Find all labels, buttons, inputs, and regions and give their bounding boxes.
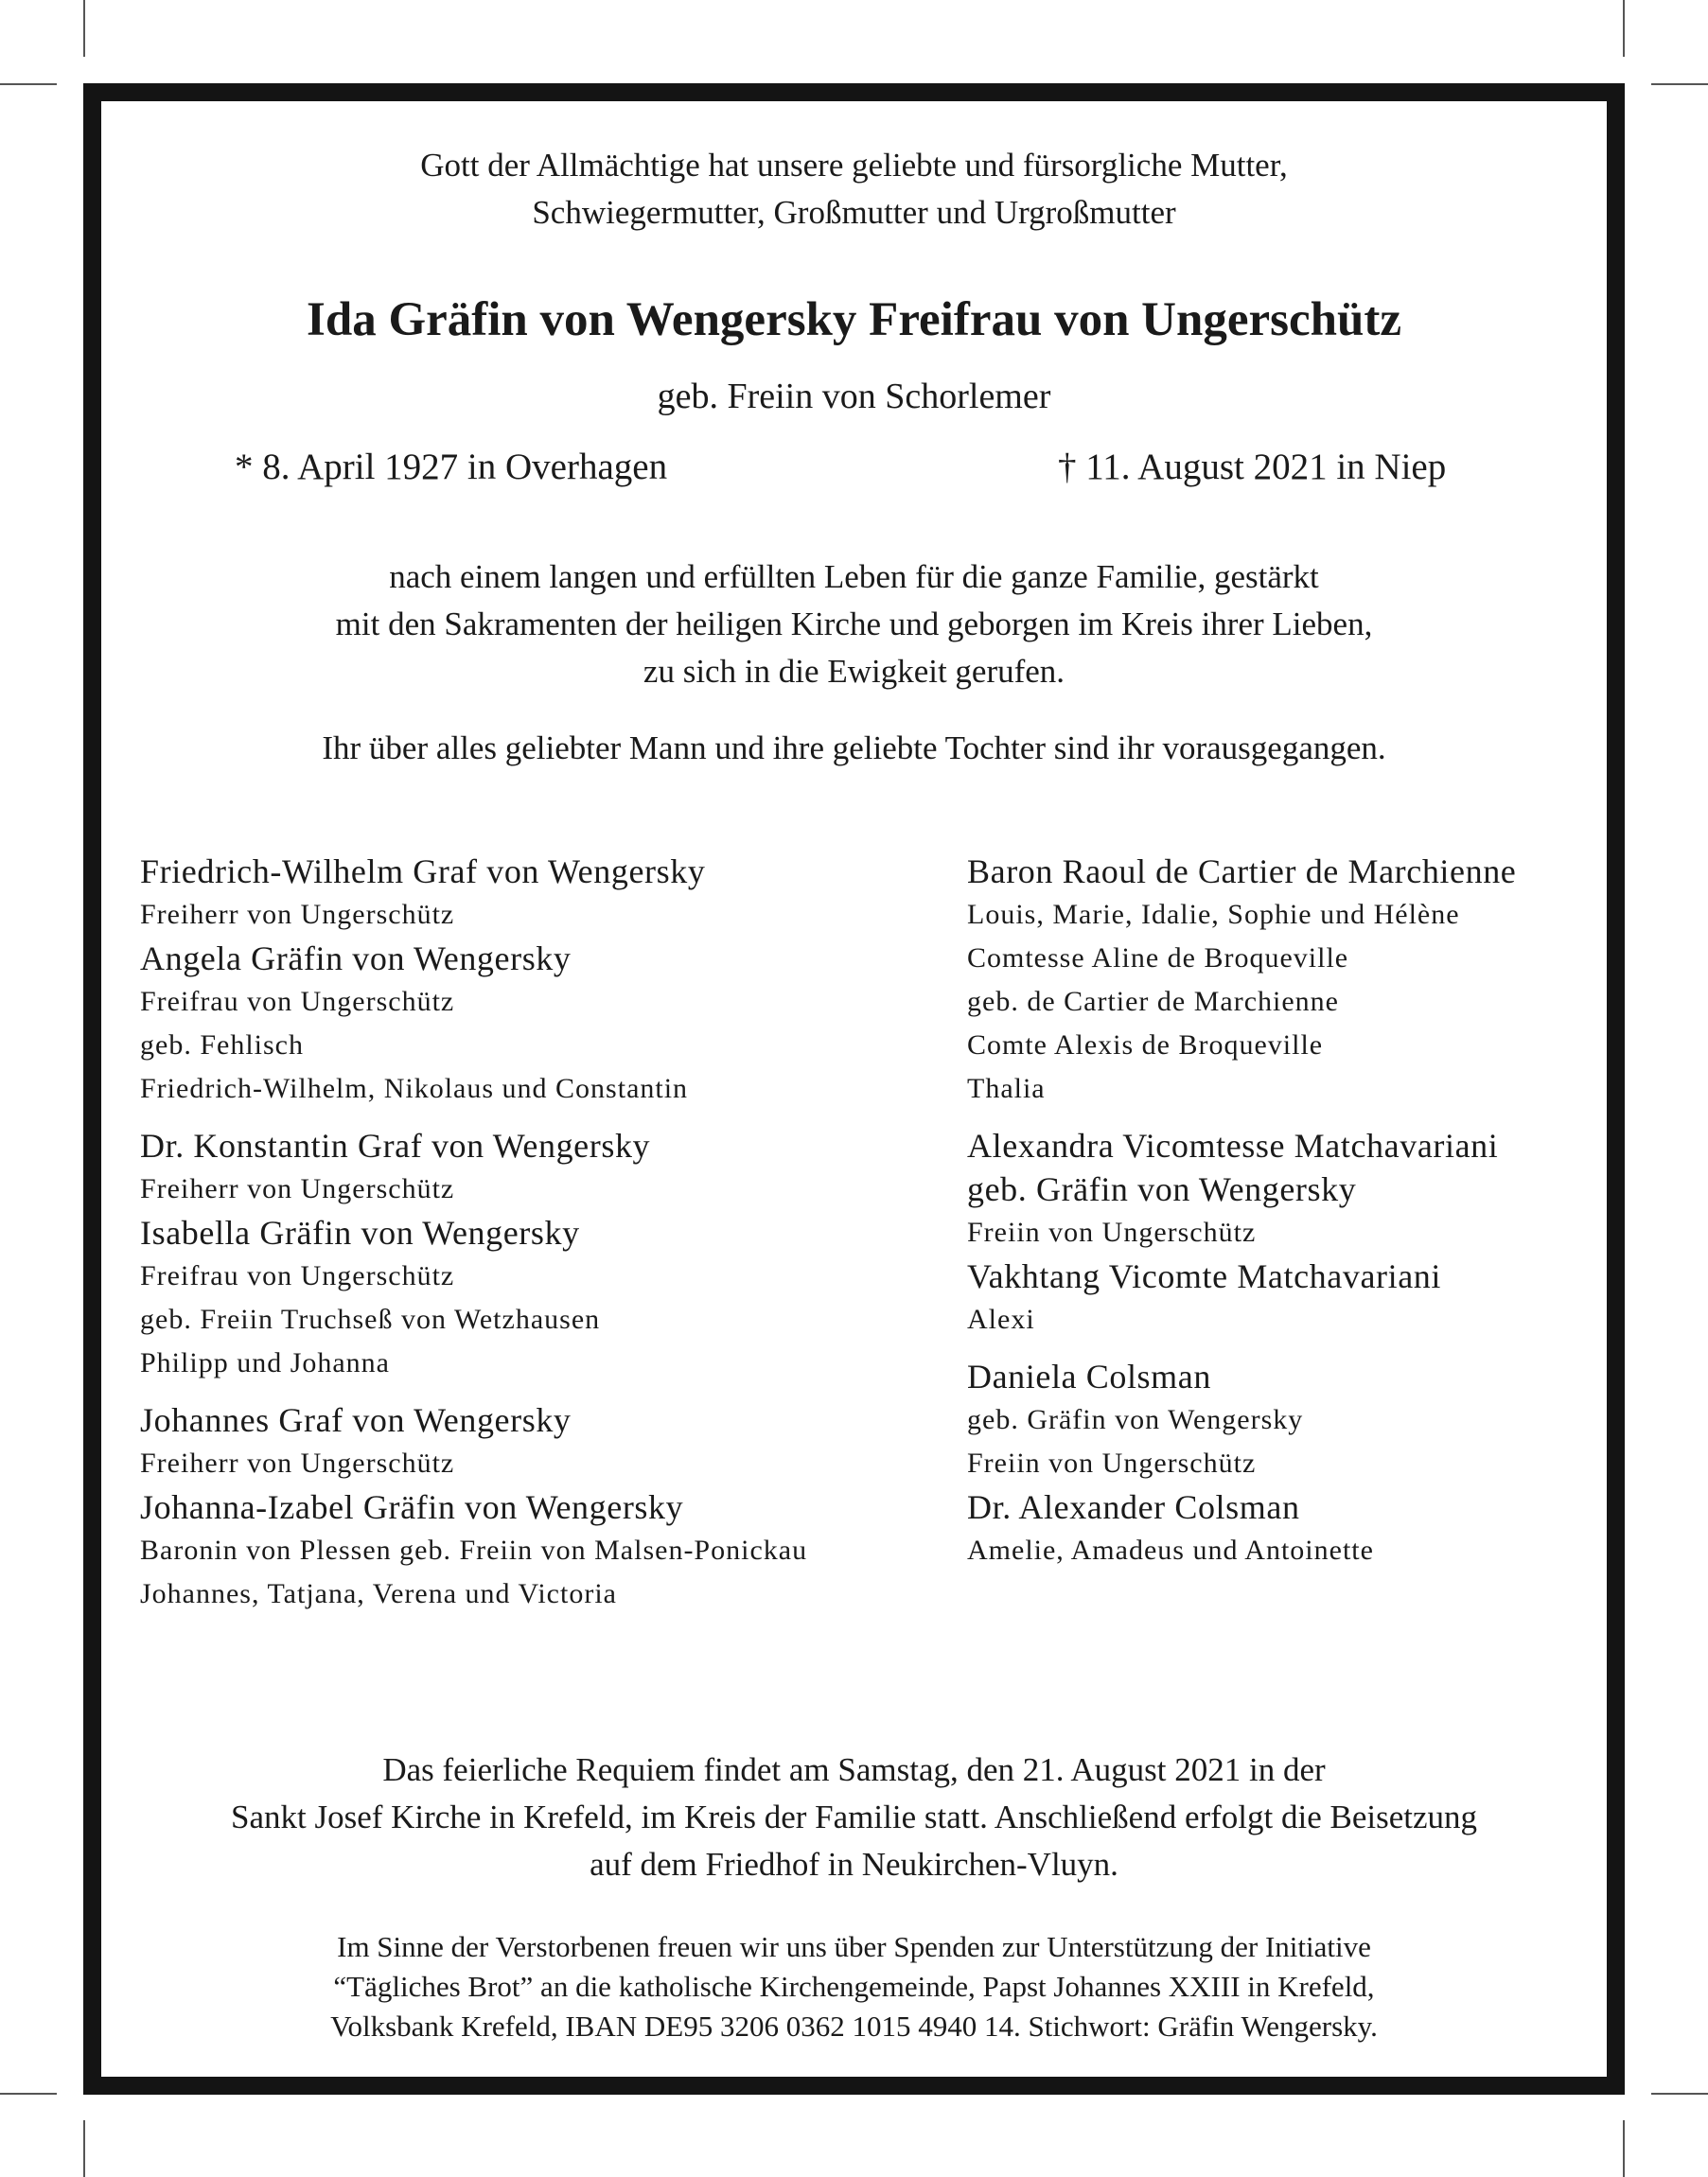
mourner-detail: Comtesse Aline de Broqueville	[967, 942, 1349, 974]
mourner-detail: Freiin von Ungerschütz	[967, 1217, 1257, 1248]
mourner-name: Angela Gräfin von Wengersky	[140, 939, 572, 977]
mourner-name: Vakhtang Vicomte Matchavariani	[967, 1257, 1442, 1295]
donation-line: Im Sinne der Verstorbenen freuen wir uns über Spenden zur Unterstützung der Initiative	[337, 1930, 1371, 1963]
crop-mark-bottom-right-vertical	[1623, 2120, 1625, 2177]
mourner-detail: Freiherr von Ungerschütz	[140, 899, 455, 930]
mourner-name: Dr. Konstantin Graf von Wengersky	[140, 1127, 651, 1165]
mourner-detail: Freiherr von Ungerschütz	[140, 1173, 455, 1204]
mourner-group	[967, 850, 1516, 1111]
mourner-detail: Freifrau von Ungerschütz	[140, 986, 455, 1017]
mourner-detail: Louis, Marie, Idalie, Sophie und Hélène	[967, 899, 1460, 930]
service-line: Sankt Josef Kirche in Krefeld, im Kreis der Familie statt. Anschließend erfolgt die Beisetzung	[230, 1799, 1478, 1835]
mourner-detail: Comte Alexis de Broqueville	[967, 1029, 1324, 1061]
mourner-group	[140, 1398, 807, 1616]
crop-mark-bottom-right-horizontal	[1651, 2093, 1708, 2095]
intro-text	[0, 142, 1708, 237]
mourner-detail: Johannes, Tatjana, Verena und Victoria	[140, 1578, 617, 1609]
mourner-detail: Friedrich-Wilhelm, Nikolaus und Constantin	[140, 1073, 689, 1104]
message-line: zu sich in die Ewigkeit gerufen.	[643, 653, 1065, 690]
crop-mark-bottom-left-vertical	[83, 2120, 85, 2177]
crop-mark-top-left-horizontal	[0, 83, 57, 85]
donation-text	[0, 1927, 1708, 2046]
mourner-name: Dr. Alexander Colsman	[967, 1488, 1300, 1526]
mourner-detail: Alexi	[967, 1304, 1035, 1335]
intro-line: Gott der Allmächtige hat unsere geliebte und fürsorgliche Mutter,	[420, 147, 1288, 184]
service-line: Das feierliche Requiem findet am Samstag, den 21. August 2021 in der	[382, 1751, 1326, 1788]
mourner-detail: geb. Gräfin von Wengersky	[967, 1404, 1304, 1435]
mourner-name: Isabella Gräfin von Wengersky	[140, 1214, 580, 1252]
mourner-name: Friedrich-Wilhelm Graf von Wengersky	[140, 852, 706, 890]
message-line: mit den Sakramenten der heiligen Kirche und geborgen im Kreis ihrer Lieben,	[335, 606, 1373, 642]
mourner-detail: geb. de Cartier de Marchienne	[967, 986, 1339, 1017]
death-date: † 11. August 2021 in Niep	[1058, 447, 1447, 487]
preceded-text: Ihr über alles geliebter Mann und ihre geliebte Tochter sind ihr vorausgegangen.	[322, 729, 1386, 766]
mourner-name: Johanna-Izabel Gräfin von Wengersky	[140, 1488, 684, 1526]
mourner-group	[967, 1355, 1516, 1572]
mourners-right-column	[967, 850, 1516, 1572]
message-line: nach einem langen und erfüllten Leben für die ganze Familie, gestärkt	[389, 558, 1319, 595]
mourner-detail: Philipp und Johanna	[140, 1347, 390, 1378]
mourner-name: Johannes Graf von Wengersky	[140, 1401, 572, 1439]
birth-date: * 8. April 1927 in Overhagen	[235, 447, 668, 487]
crop-mark-top-right-vertical	[1623, 0, 1625, 57]
message-text	[0, 553, 1708, 695]
mourner-detail: Freiin von Ungerschütz	[967, 1448, 1257, 1479]
mourner-detail: Freifrau von Ungerschütz	[140, 1260, 455, 1291]
service-line: auf dem Friedhof in Neukirchen-Vluyn.	[590, 1846, 1118, 1883]
mourner-detail: Amelie, Amadeus und Antoinette	[967, 1535, 1374, 1566]
crop-mark-top-left-vertical	[83, 0, 85, 57]
crop-mark-top-right-horizontal	[1651, 83, 1708, 85]
mourner-detail: geb. Freiin Truchseß von Wetzhausen	[140, 1304, 601, 1335]
mourner-name: Alexandra Vicomtesse Matchavariani	[967, 1127, 1499, 1165]
mourner-group	[967, 1124, 1516, 1342]
intro-line: Schwiegermutter, Großmutter und Urgroßmutter	[532, 194, 1176, 231]
born-name: geb. Freiin von Schorlemer	[657, 377, 1051, 416]
mourner-group	[140, 1124, 807, 1385]
mourner-name: Daniela Colsman	[967, 1358, 1211, 1396]
mourner-group	[140, 850, 807, 1111]
mourner-name: Baron Raoul de Cartier de Marchienne	[967, 852, 1517, 890]
mourner-detail: Baronin von Plessen geb. Freiin von Malsen-Ponickau	[140, 1535, 808, 1566]
deceased-name: Ida Gräfin von Wengersky Freifrau von Ungerschütz	[307, 293, 1401, 346]
crop-mark-bottom-left-horizontal	[0, 2093, 57, 2095]
service-text	[0, 1747, 1708, 1888]
mourner-detail: Freiherr von Ungerschütz	[140, 1448, 455, 1479]
donation-line: Volksbank Krefeld, IBAN DE95 3206 0362 1015 4940 14. Stichwort: Gräfin Wengersky.	[330, 2010, 1378, 2043]
mourner-name: geb. Gräfin von Wengersky	[967, 1170, 1357, 1208]
donation-line: “Tägliches Brot” an die katholische Kirchengemeinde, Papst Johannes XXIII in Krefeld,	[333, 1970, 1375, 2003]
mourner-detail: geb. Fehlisch	[140, 1029, 304, 1061]
mourner-detail: Thalia	[967, 1073, 1046, 1104]
mourners-left-column	[140, 850, 807, 1616]
